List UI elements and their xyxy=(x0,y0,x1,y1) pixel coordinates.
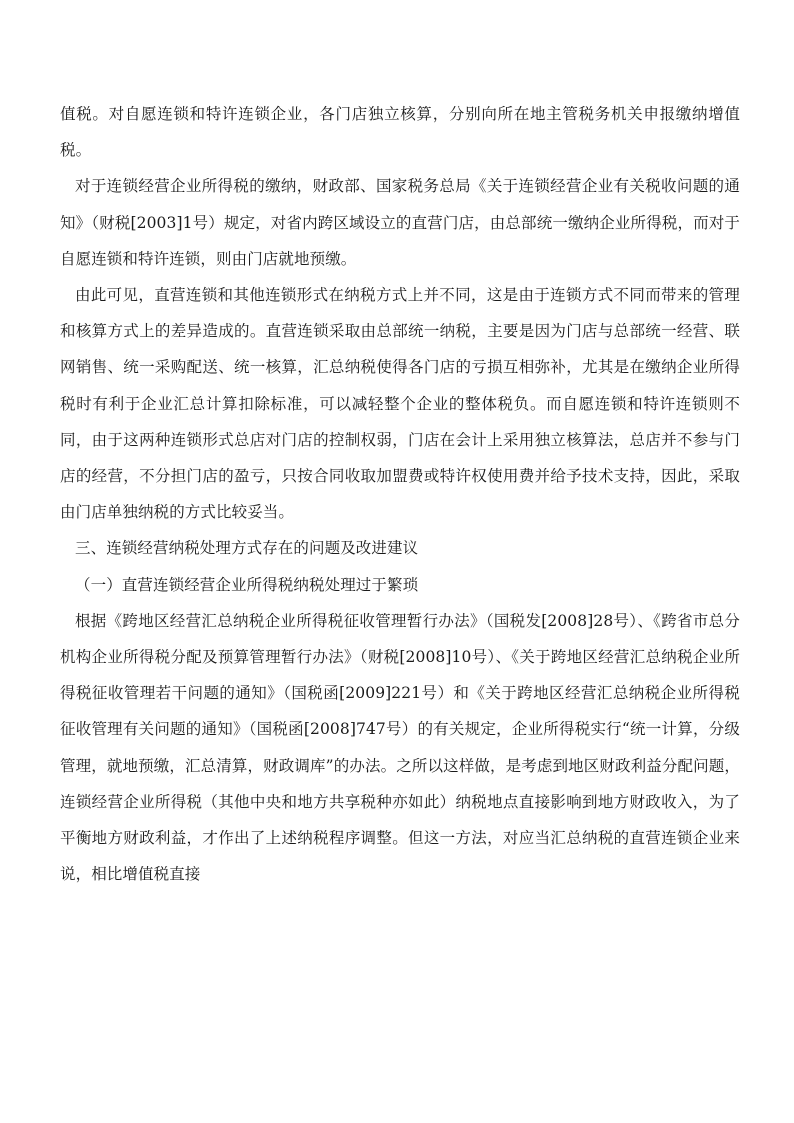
paragraph-2: 对于连锁经营企业所得税的缴纳，财政部、国家税务总局《关于连锁经营企业有关税收问题的通知》（财税[2003]1号）规定，对省内跨区域设立的直营门店，由总部统一缴纳企业所得税，而对于自愿连锁和特许连锁，则由门店就地预缴。 xyxy=(60,177,740,268)
paragraph-4: 根据《跨地区经营汇总纳税企业所得税征收管理暂行办法》（国税发[2008]28号）、《跨省市总分机构企业所得税分配及预算管理暂行办法》（财税[2008]10号）、《关于跨地区经营汇总纳税企业所得税征收管理若干问题的通知》（国税函[2009]221号）和《关于跨地区经营汇总纳税企业所得税征收管理有关问题的通知》（国税函[2008]747号）的有关规定，企业所得税实行“统一计算，分级管理，就地预缴，汇总清算，财政调库”的办法。之所以这样做，是考虑到地区财政利益分配问题，连锁经营企业所得税（其他中央和地方共享税种亦如此）纳税地点直接影响到地方财政收入，为了平衡地方财政利益，才作出了上述纳税程序调整。但这一方法，对应当汇总纳税的直营连锁企业来说，相比增值税直接 xyxy=(60,611,740,884)
document-body xyxy=(60,96,740,892)
paragraph-1: 值税。对自愿连锁和特许连锁企业，各门店独立核算，分别向所在地主管税务机关申报缴纳增值税。 xyxy=(60,105,740,160)
subsection-heading: （一）直营连锁经营企业所得税纳税处理过于繁琐 xyxy=(75,575,419,594)
section-heading: 三、连锁经营纳税处理方式存在的问题及改进建议 xyxy=(75,539,419,558)
paragraph-3: 由此可见，直营连锁和其他连锁形式在纳税方式上并不同，这是由于连锁方式不同而带来的管理和核算方式上的差异造成的。直营连锁采取由总部统一纳税，主要是因为门店与总部统一经营、联网销售、统一采购配送、统一核算，汇总纳税使得各门店的亏损互相弥补，尤其是在缴纳企业所得税时有利于企业汇总计算扣除标准，可以减轻整个企业的整体税负。而自愿连锁和特许连锁则不同，由于这两种连锁形式总店对门店的控制权弱，门店在会计上采用独立核算法，总店并不参与门店的经营，不分担门店的盈亏，只按合同收取加盟费或特许权使用费并给予技术支持，因此，采取由门店单独纳税的方式比较妥当。 xyxy=(60,286,740,522)
